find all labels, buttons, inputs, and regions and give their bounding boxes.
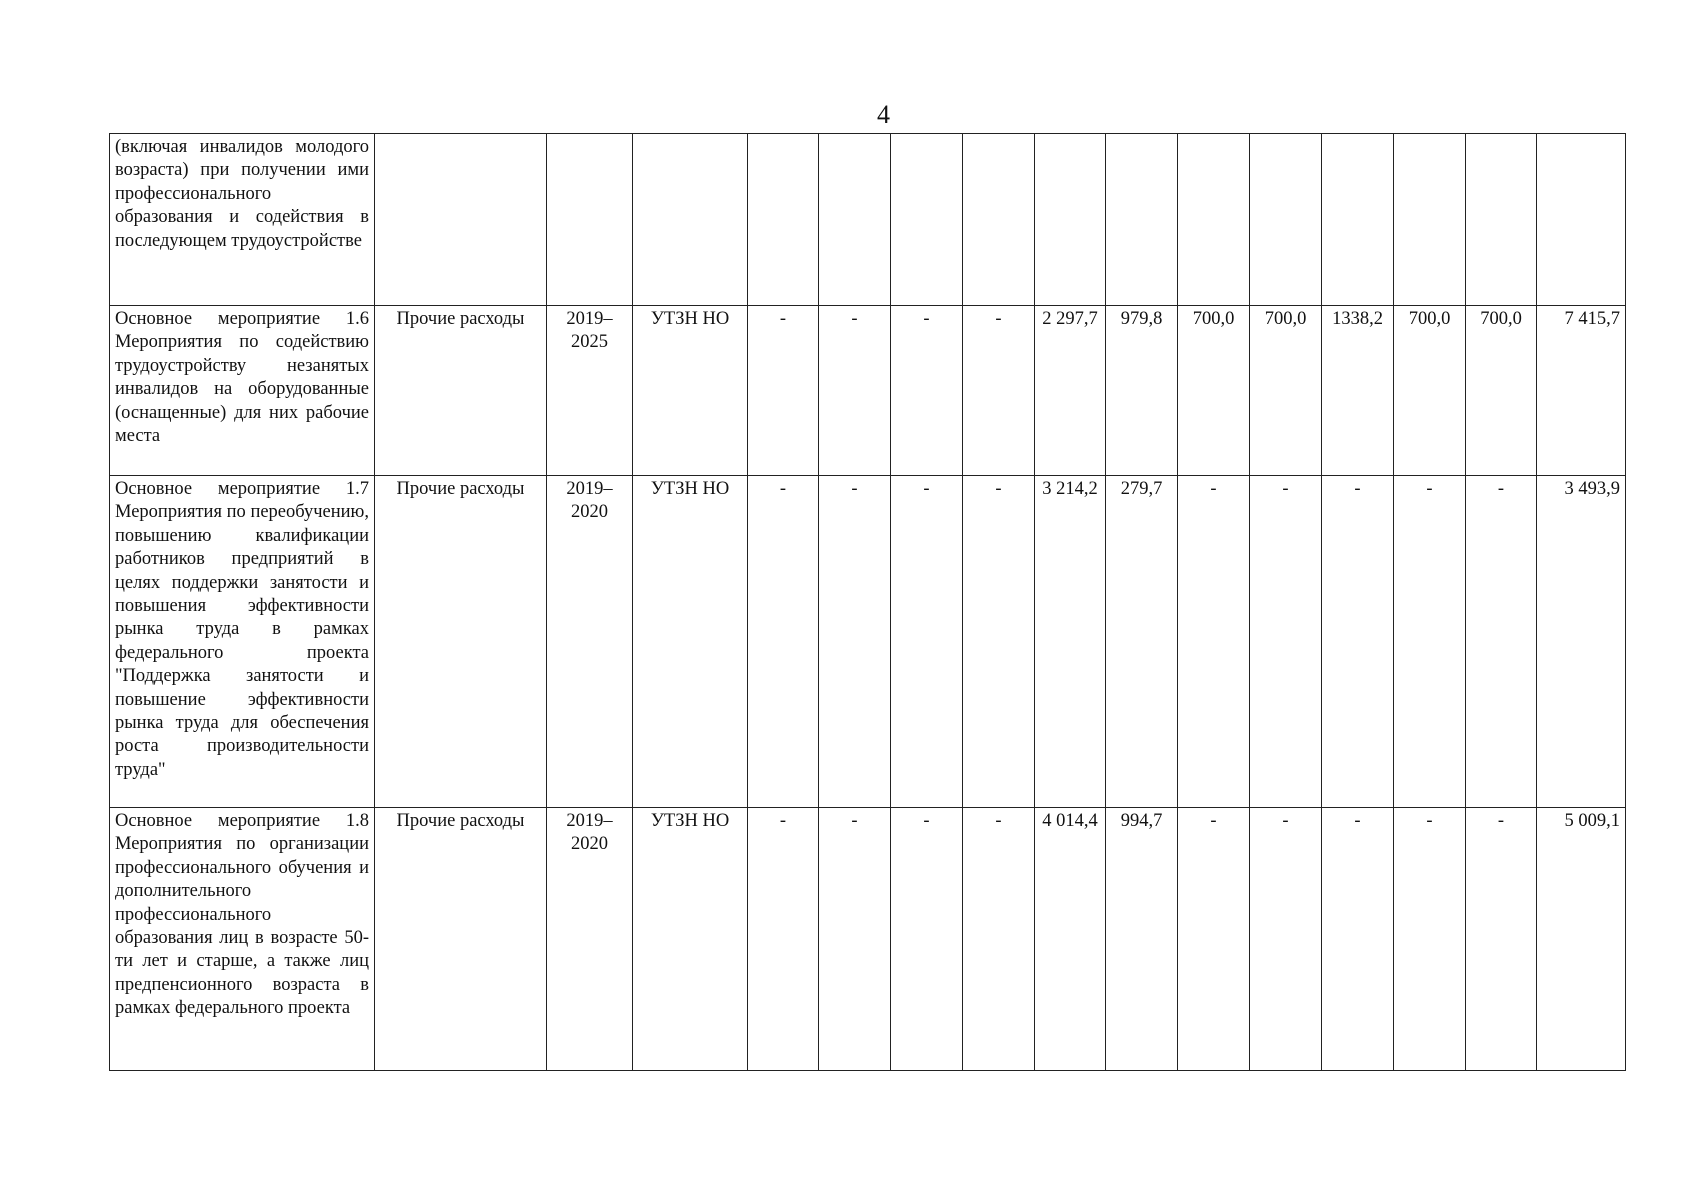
value-cell (1394, 134, 1466, 306)
value-cell: - (1322, 476, 1394, 808)
value-cell (819, 134, 891, 306)
value-cell: 700,0 (1178, 306, 1250, 476)
activity-name-cell: Основное мероприятие 1.6 Мероприятия по содействию трудоустройству незанятых инвалидов на оборудованные (оснащенные) для них рабочие места (110, 306, 375, 476)
value-cell: 700,0 (1466, 306, 1537, 476)
value-cell (1178, 134, 1250, 306)
value-cell: - (748, 808, 819, 1071)
table-row (110, 306, 1626, 476)
executor-cell: УТЗН НО (633, 808, 748, 1071)
value-cell: - (1250, 476, 1322, 808)
period-cell: 2019–2025 (547, 306, 633, 476)
table-row (110, 134, 1626, 306)
value-cell: 3 214,2 (1035, 476, 1106, 808)
expense-type-cell: Прочие расходы (375, 306, 547, 476)
value-cell: - (1394, 808, 1466, 1071)
value-cell: - (1466, 476, 1537, 808)
value-cell: 1338,2 (1322, 306, 1394, 476)
value-cell: 279,7 (1106, 476, 1178, 808)
expense-type-cell (375, 134, 547, 306)
value-cell: - (1178, 808, 1250, 1071)
table-row (110, 476, 1626, 808)
executor-cell: УТЗН НО (633, 476, 748, 808)
value-cell: 4 014,4 (1035, 808, 1106, 1071)
period-cell: 2019–2020 (547, 476, 633, 808)
value-cell: - (891, 306, 963, 476)
value-cell: 979,8 (1106, 306, 1178, 476)
activity-name-cell: Основное мероприятие 1.7 Мероприятия по переобучению, повышению квалификации работников предприятий в целях поддержки занятости и повышения эффективности рынка труда в рамках федерального проекта "Поддержка занятости и повышение эффективности рынка труда для обеспечения роста производительности труда" (110, 476, 375, 808)
value-cell: - (963, 808, 1035, 1071)
executor-cell (633, 134, 748, 306)
total-cell: 5 009,1 (1537, 808, 1626, 1071)
total-cell (1537, 134, 1626, 306)
table-row (110, 808, 1626, 1071)
total-cell: 7 415,7 (1537, 306, 1626, 476)
value-cell: - (891, 476, 963, 808)
value-cell (963, 134, 1035, 306)
value-cell (748, 134, 819, 306)
value-cell: 2 297,7 (1035, 306, 1106, 476)
value-cell (1466, 134, 1537, 306)
value-cell: - (891, 808, 963, 1071)
period-cell: 2019–2020 (547, 808, 633, 1071)
executor-cell: УТЗН НО (633, 306, 748, 476)
value-cell: - (819, 808, 891, 1071)
period-cell (547, 134, 633, 306)
value-cell: - (1322, 808, 1394, 1071)
expense-type-cell: Прочие расходы (375, 808, 547, 1071)
value-cell: 700,0 (1250, 306, 1322, 476)
value-cell: - (1394, 476, 1466, 808)
value-cell: - (819, 306, 891, 476)
value-cell: - (748, 476, 819, 808)
value-cell (1035, 134, 1106, 306)
activity-name-cell: (включая инвалидов молодого возраста) при получении ими профессионального образования и содействия в последующем трудоустройстве (110, 134, 375, 306)
expense-type-cell: Прочие расходы (375, 476, 547, 808)
value-cell (1322, 134, 1394, 306)
value-cell: 994,7 (1106, 808, 1178, 1071)
value-cell (1106, 134, 1178, 306)
value-cell: - (963, 476, 1035, 808)
value-cell: 700,0 (1394, 306, 1466, 476)
value-cell: - (819, 476, 891, 808)
value-cell: - (963, 306, 1035, 476)
activity-name-cell: Основное мероприятие 1.8 Мероприятия по организации профессионального обучения и дополнительного профессионального образования лиц в возрасте 50-ти лет и старше, а также лиц предпенсионного возраста в рамках федерального проекта (110, 808, 375, 1071)
program-budget-table (109, 133, 1626, 1071)
value-cell: - (1178, 476, 1250, 808)
value-cell: - (1466, 808, 1537, 1071)
value-cell (891, 134, 963, 306)
total-cell: 3 493,9 (1537, 476, 1626, 808)
value-cell: - (748, 306, 819, 476)
page-number: 4 (877, 100, 890, 129)
value-cell: - (1250, 808, 1322, 1071)
value-cell (1250, 134, 1322, 306)
